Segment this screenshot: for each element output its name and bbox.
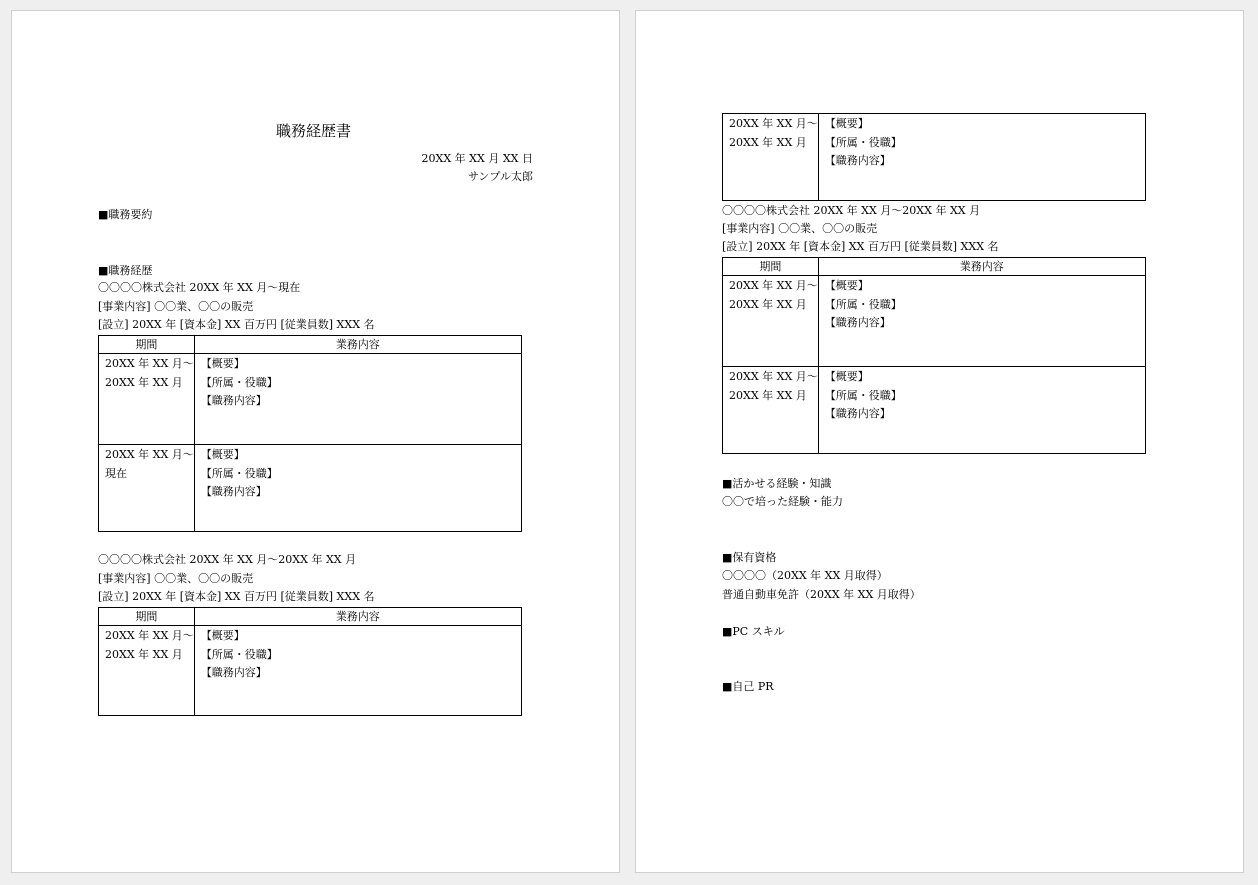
period-start: 20XX 年 XX 月～ — [105, 629, 194, 642]
company-1-table — [98, 335, 522, 532]
skills-heading: ■活かせる経験・知識 — [722, 477, 832, 490]
table-row — [99, 626, 522, 716]
header-period: 期間 — [99, 336, 195, 354]
work-overview: 【概要】 — [824, 370, 869, 383]
work-cell — [818, 276, 1145, 367]
header-work: 業務内容 — [194, 608, 521, 626]
work-overview: 【概要】 — [824, 279, 869, 292]
document-page-2 — [635, 10, 1244, 873]
table-row — [99, 354, 522, 445]
work-duties: 【職務内容】 — [200, 666, 267, 679]
table-row — [723, 114, 1146, 201]
work-cell — [818, 367, 1145, 454]
qualification-1: 〇〇〇〇（20XX 年 XX 月取得） — [722, 569, 888, 582]
work-overview: 【概要】 — [200, 448, 245, 461]
work-position: 【所属・役職】 — [824, 135, 902, 149]
company-3-table — [722, 257, 1146, 454]
period-start: 20XX 年 XX 月～ — [729, 370, 818, 383]
header-period: 期間 — [99, 608, 195, 626]
work-duties: 【職務内容】 — [824, 407, 891, 420]
period-cell — [99, 626, 195, 716]
table-row — [723, 367, 1146, 454]
document-date: 20XX 年 XX 月 XX 日 — [421, 152, 533, 165]
work-position: 【所属・役職】 — [200, 466, 278, 480]
header-work: 業務内容 — [194, 336, 521, 354]
document-title: 職務経歴書 — [276, 122, 352, 140]
work-overview: 【概要】 — [200, 629, 245, 642]
work-cell — [194, 354, 521, 445]
header-work: 業務内容 — [818, 258, 1145, 276]
work-overview: 【概要】 — [824, 117, 869, 130]
work-position: 【所属・役職】 — [200, 375, 278, 389]
period-start: 20XX 年 XX 月～ — [105, 357, 194, 370]
summary-heading: ■職務要約 — [98, 208, 153, 221]
pc-skills-heading: ■PC スキル — [722, 625, 785, 638]
period-start: 20XX 年 XX 月～ — [729, 117, 818, 130]
work-duties: 【職務内容】 — [200, 485, 267, 498]
company-1-business: [事業内容] 〇〇業、〇〇の販売 — [98, 300, 254, 313]
period-end: 20XX 年 XX 月 — [729, 135, 807, 149]
header-period: 期間 — [723, 258, 819, 276]
period-end: 20XX 年 XX 月 — [105, 375, 183, 389]
company-3-business: [事業内容] 〇〇業、〇〇の販売 — [722, 222, 878, 235]
company-3-info: [設立] 20XX 年 [資本金] XX 百万円 [従業員数] XXX 名 — [722, 240, 999, 253]
company-1-info: [設立] 20XX 年 [資本金] XX 百万円 [従業員数] XXX 名 — [98, 318, 375, 331]
period-cell — [723, 276, 819, 367]
qualification-2: 普通自動車免許（20XX 年 XX 月取得） — [722, 588, 921, 601]
company-2-info: [設立] 20XX 年 [資本金] XX 百万円 [従業員数] XXX 名 — [98, 590, 375, 603]
company-3-name: 〇〇〇〇株式会社 20XX 年 XX 月～20XX 年 XX 月 — [722, 204, 981, 217]
company-2-table — [98, 607, 522, 716]
continued-table — [722, 113, 1146, 201]
period-cell — [723, 114, 819, 201]
skills-text: 〇〇で培った経験・能力 — [722, 495, 843, 508]
period-cell — [99, 354, 195, 445]
period-end: 20XX 年 XX 月 — [105, 647, 183, 661]
work-cell — [194, 626, 521, 716]
work-duties: 【職務内容】 — [824, 154, 891, 167]
work-duties: 【職務内容】 — [824, 316, 891, 329]
work-cell — [818, 114, 1145, 201]
self-pr-heading: ■自己 PR — [722, 680, 774, 693]
history-heading: ■職務経歴 — [98, 264, 153, 277]
period-start: 20XX 年 XX 月～ — [105, 448, 194, 461]
period-cell — [723, 367, 819, 454]
period-cell — [99, 445, 195, 532]
table-row — [99, 445, 522, 532]
company-2-name: 〇〇〇〇株式会社 20XX 年 XX 月～20XX 年 XX 月 — [98, 553, 357, 566]
work-position: 【所属・役職】 — [824, 297, 902, 311]
period-end: 20XX 年 XX 月 — [729, 388, 807, 402]
period-start: 20XX 年 XX 月～ — [729, 279, 818, 292]
qualifications-heading: ■保有資格 — [722, 551, 777, 564]
period-end: 現在 — [105, 466, 127, 480]
work-position: 【所属・役職】 — [824, 388, 902, 402]
work-overview: 【概要】 — [200, 357, 245, 370]
work-cell — [194, 445, 521, 532]
author-name: サンプル太郎 — [467, 170, 533, 183]
document-page-1 — [11, 10, 620, 873]
table-row — [723, 276, 1146, 367]
company-2-business: [事業内容] 〇〇業、〇〇の販売 — [98, 572, 254, 585]
period-end: 20XX 年 XX 月 — [729, 297, 807, 311]
company-1-name: 〇〇〇〇株式会社 20XX 年 XX 月～現在 — [98, 281, 301, 294]
work-position: 【所属・役職】 — [200, 647, 278, 661]
work-duties: 【職務内容】 — [200, 394, 267, 407]
